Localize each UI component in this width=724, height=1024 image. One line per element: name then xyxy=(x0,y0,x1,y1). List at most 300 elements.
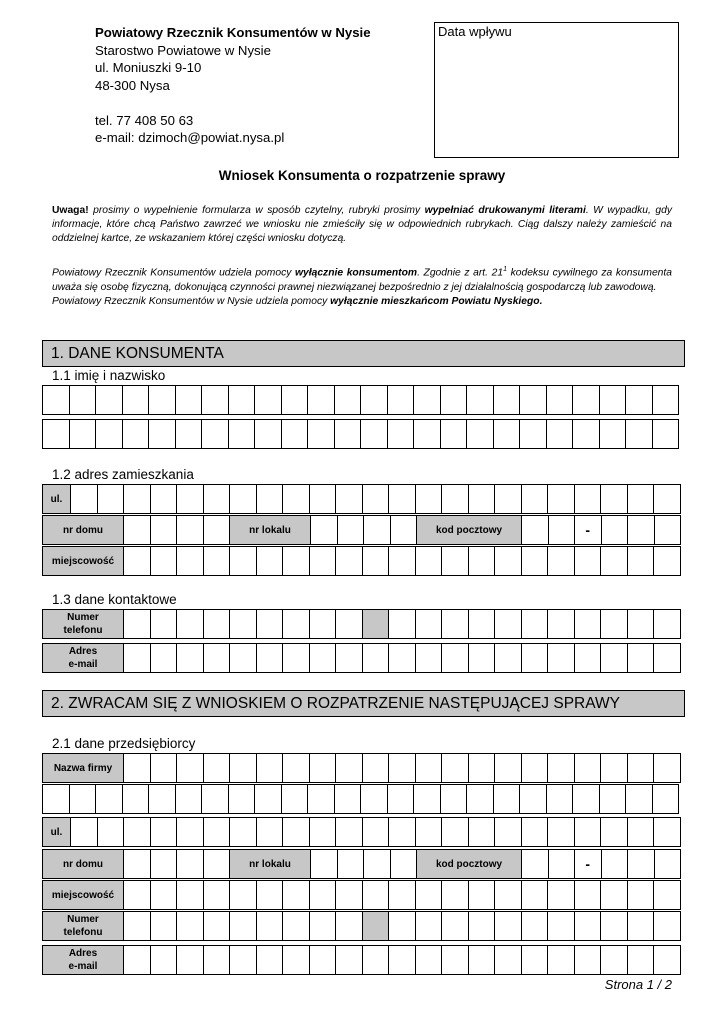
letter-box[interactable] xyxy=(414,386,441,414)
company-phone-row[interactable] xyxy=(42,911,681,941)
letter-box[interactable] xyxy=(151,850,178,878)
letter-box[interactable] xyxy=(283,547,310,575)
letter-box[interactable] xyxy=(441,785,468,813)
letter-box[interactable] xyxy=(149,785,176,813)
letter-box[interactable] xyxy=(43,785,70,813)
letter-box[interactable] xyxy=(283,912,310,940)
letter-box[interactable] xyxy=(469,547,496,575)
letter-box[interactable] xyxy=(257,946,284,974)
letter-box[interactable] xyxy=(230,485,257,513)
letter-box[interactable] xyxy=(495,547,522,575)
letter-box[interactable] xyxy=(43,386,70,414)
letter-box[interactable] xyxy=(283,610,310,638)
letter-box[interactable] xyxy=(442,912,469,940)
letter-box[interactable] xyxy=(653,420,680,448)
letter-box[interactable] xyxy=(336,610,363,638)
letter-box[interactable] xyxy=(575,485,602,513)
letter-box[interactable] xyxy=(522,881,549,909)
letter-box[interactable] xyxy=(495,610,522,638)
letter-box[interactable] xyxy=(520,785,547,813)
letter-box[interactable] xyxy=(416,644,443,672)
letter-box[interactable] xyxy=(628,818,655,846)
letter-box[interactable] xyxy=(628,754,655,782)
letter-box[interactable] xyxy=(282,386,309,414)
letter-box[interactable] xyxy=(361,420,388,448)
letter-box[interactable] xyxy=(230,946,257,974)
letter-box[interactable] xyxy=(548,818,575,846)
letter-box[interactable] xyxy=(573,785,600,813)
letter-box[interactable] xyxy=(628,912,655,940)
letter-box[interactable] xyxy=(70,386,97,414)
letter-box[interactable] xyxy=(628,610,655,638)
letter-box[interactable] xyxy=(151,610,178,638)
letter-box[interactable] xyxy=(177,485,204,513)
letter-box[interactable] xyxy=(96,785,123,813)
letter-box[interactable] xyxy=(177,547,204,575)
letter-box[interactable] xyxy=(336,912,363,940)
letter-box[interactable] xyxy=(96,386,123,414)
letter-box[interactable] xyxy=(363,818,390,846)
letter-box[interactable] xyxy=(654,610,681,638)
letter-box[interactable] xyxy=(151,946,178,974)
name-row-2[interactable] xyxy=(42,419,679,449)
letter-box[interactable] xyxy=(495,644,522,672)
letter-box[interactable] xyxy=(575,881,602,909)
letter-box[interactable] xyxy=(495,946,522,974)
letter-box[interactable] xyxy=(229,420,256,448)
letter-box[interactable] xyxy=(336,946,363,974)
letter-box[interactable] xyxy=(177,881,204,909)
letter-box[interactable] xyxy=(442,644,469,672)
letter-box[interactable] xyxy=(308,420,335,448)
letter-box[interactable] xyxy=(230,644,257,672)
letter-box[interactable] xyxy=(548,881,575,909)
letter-box[interactable] xyxy=(363,912,390,940)
letter-box[interactable] xyxy=(469,818,496,846)
letter-box[interactable] xyxy=(151,881,178,909)
letter-box[interactable] xyxy=(363,754,390,782)
letter-box[interactable] xyxy=(469,754,496,782)
letter-box[interactable] xyxy=(416,946,443,974)
letter-box[interactable] xyxy=(416,485,443,513)
letter-box[interactable] xyxy=(469,644,496,672)
letter-box[interactable] xyxy=(204,516,231,544)
letter-box[interactable] xyxy=(43,420,70,448)
letter-box[interactable] xyxy=(414,785,441,813)
letter-box[interactable] xyxy=(230,818,257,846)
letter-box[interactable] xyxy=(442,610,469,638)
letter-box[interactable] xyxy=(548,547,575,575)
letter-box[interactable] xyxy=(230,610,257,638)
letter-box[interactable] xyxy=(549,516,576,544)
letter-box[interactable] xyxy=(151,644,178,672)
letter-box[interactable] xyxy=(626,785,653,813)
letter-box[interactable] xyxy=(204,644,231,672)
letter-box[interactable] xyxy=(575,644,602,672)
letter-box[interactable] xyxy=(151,516,178,544)
letter-box[interactable] xyxy=(416,818,443,846)
letter-box[interactable] xyxy=(310,610,337,638)
letter-box[interactable] xyxy=(654,946,681,974)
letter-box[interactable] xyxy=(469,946,496,974)
letter-box[interactable] xyxy=(336,754,363,782)
letter-box[interactable] xyxy=(654,547,681,575)
letter-box[interactable] xyxy=(336,818,363,846)
letter-box[interactable] xyxy=(520,386,547,414)
letter-box[interactable] xyxy=(338,516,365,544)
letter-box[interactable] xyxy=(361,785,388,813)
letter-box[interactable] xyxy=(363,946,390,974)
letter-box[interactable] xyxy=(547,785,574,813)
letter-box[interactable] xyxy=(176,386,203,414)
letter-box[interactable] xyxy=(151,912,178,940)
letter-box[interactable] xyxy=(257,881,284,909)
letter-box[interactable] xyxy=(573,386,600,414)
letter-box[interactable] xyxy=(230,754,257,782)
city-row[interactable] xyxy=(42,546,681,576)
letter-box[interactable] xyxy=(202,386,229,414)
letter-box[interactable] xyxy=(123,386,150,414)
letter-box[interactable] xyxy=(469,610,496,638)
letter-box[interactable] xyxy=(600,386,627,414)
letter-box[interactable] xyxy=(654,644,681,672)
letter-box[interactable] xyxy=(124,881,151,909)
letter-box[interactable] xyxy=(177,912,204,940)
letter-box[interactable] xyxy=(414,420,441,448)
letter-box[interactable] xyxy=(416,881,443,909)
letter-box[interactable] xyxy=(255,386,282,414)
letter-box[interactable] xyxy=(495,485,522,513)
letter-box[interactable] xyxy=(176,785,203,813)
letter-box[interactable] xyxy=(655,516,682,544)
letter-box[interactable] xyxy=(257,754,284,782)
letter-box[interactable] xyxy=(389,818,416,846)
letter-box[interactable] xyxy=(336,644,363,672)
letter-box[interactable] xyxy=(255,420,282,448)
letter-box[interactable] xyxy=(364,850,391,878)
letter-box[interactable] xyxy=(654,881,681,909)
letter-box[interactable] xyxy=(626,386,653,414)
letter-box[interactable] xyxy=(547,420,574,448)
letter-box[interactable] xyxy=(388,785,415,813)
letter-box[interactable] xyxy=(655,850,682,878)
letter-box[interactable] xyxy=(601,881,628,909)
letter-box[interactable] xyxy=(124,610,151,638)
letter-box[interactable] xyxy=(204,850,231,878)
letter-box[interactable] xyxy=(469,485,496,513)
letter-box[interactable] xyxy=(654,485,681,513)
letter-box[interactable] xyxy=(522,644,549,672)
letter-box[interactable] xyxy=(495,818,522,846)
letter-box[interactable] xyxy=(177,946,204,974)
letter-box[interactable] xyxy=(283,754,310,782)
letter-box[interactable] xyxy=(310,818,337,846)
letter-box[interactable] xyxy=(177,818,204,846)
name-row-1[interactable] xyxy=(42,385,679,415)
letter-box[interactable] xyxy=(601,547,628,575)
letter-box[interactable] xyxy=(602,850,629,878)
letter-box[interactable] xyxy=(204,547,231,575)
letter-box[interactable] xyxy=(600,420,627,448)
letter-box[interactable] xyxy=(204,912,231,940)
letter-box[interactable] xyxy=(71,485,98,513)
letter-box[interactable] xyxy=(257,818,284,846)
letter-box[interactable] xyxy=(522,485,549,513)
letter-box[interactable] xyxy=(282,420,309,448)
letter-box[interactable] xyxy=(654,754,681,782)
letter-box[interactable] xyxy=(442,881,469,909)
letter-box[interactable] xyxy=(335,386,362,414)
letter-box[interactable] xyxy=(363,881,390,909)
letter-box[interactable] xyxy=(494,785,521,813)
letter-box[interactable] xyxy=(388,420,415,448)
letter-box[interactable] xyxy=(283,818,310,846)
letter-box[interactable] xyxy=(310,946,337,974)
letter-box[interactable] xyxy=(124,946,151,974)
letter-box[interactable] xyxy=(628,547,655,575)
letter-box[interactable] xyxy=(230,912,257,940)
letter-box[interactable] xyxy=(628,516,655,544)
letter-box[interactable] xyxy=(575,818,602,846)
letter-box[interactable] xyxy=(257,547,284,575)
letter-box[interactable] xyxy=(653,386,680,414)
letter-box[interactable] xyxy=(204,485,231,513)
phone-row[interactable] xyxy=(42,609,681,639)
house-number-row[interactable] xyxy=(42,515,681,545)
letter-box[interactable] xyxy=(416,912,443,940)
letter-box[interactable] xyxy=(522,850,549,878)
letter-box[interactable] xyxy=(467,386,494,414)
company-house-number-row[interactable] xyxy=(42,849,681,879)
letter-box[interactable] xyxy=(311,850,338,878)
letter-box[interactable] xyxy=(522,754,549,782)
letter-box[interactable] xyxy=(363,547,390,575)
letter-box[interactable] xyxy=(124,850,151,878)
letter-box[interactable] xyxy=(255,785,282,813)
letter-box[interactable] xyxy=(124,547,151,575)
letter-box[interactable] xyxy=(441,420,468,448)
letter-box[interactable] xyxy=(202,785,229,813)
letter-box[interactable] xyxy=(308,785,335,813)
letter-box[interactable] xyxy=(149,420,176,448)
letter-box[interactable] xyxy=(547,386,574,414)
letter-box[interactable] xyxy=(548,610,575,638)
letter-box[interactable] xyxy=(548,485,575,513)
letter-box[interactable] xyxy=(124,516,151,544)
letter-box[interactable] xyxy=(151,485,178,513)
letter-box[interactable] xyxy=(229,386,256,414)
letter-box[interactable] xyxy=(204,754,231,782)
street-row[interactable] xyxy=(42,484,681,514)
letter-box[interactable] xyxy=(416,610,443,638)
letter-box[interactable] xyxy=(522,912,549,940)
letter-box[interactable] xyxy=(548,946,575,974)
letter-box[interactable] xyxy=(389,912,416,940)
letter-box[interactable] xyxy=(601,818,628,846)
letter-box[interactable] xyxy=(522,547,549,575)
letter-box[interactable] xyxy=(600,785,627,813)
letter-box[interactable] xyxy=(391,516,418,544)
letter-box[interactable] xyxy=(522,516,549,544)
letter-box[interactable] xyxy=(628,881,655,909)
company-name-row[interactable] xyxy=(42,753,681,783)
letter-box[interactable] xyxy=(442,485,469,513)
letter-box[interactable] xyxy=(204,610,231,638)
letter-box[interactable] xyxy=(283,946,310,974)
letter-box[interactable] xyxy=(257,610,284,638)
letter-box[interactable] xyxy=(601,644,628,672)
letter-box[interactable] xyxy=(364,516,391,544)
letter-box[interactable] xyxy=(548,912,575,940)
letter-box[interactable] xyxy=(549,850,576,878)
email-row[interactable] xyxy=(42,643,681,673)
letter-box[interactable] xyxy=(230,547,257,575)
letter-box[interactable] xyxy=(96,420,123,448)
letter-box[interactable] xyxy=(467,420,494,448)
letter-box[interactable] xyxy=(149,386,176,414)
letter-box[interactable] xyxy=(467,785,494,813)
letter-box[interactable] xyxy=(416,547,443,575)
letter-box[interactable] xyxy=(469,881,496,909)
letter-box[interactable] xyxy=(310,912,337,940)
letter-box[interactable] xyxy=(575,610,602,638)
letter-box[interactable] xyxy=(494,386,521,414)
letter-box[interactable] xyxy=(575,946,602,974)
letter-box[interactable] xyxy=(177,610,204,638)
letter-box[interactable] xyxy=(308,386,335,414)
letter-box[interactable] xyxy=(575,912,602,940)
letter-box[interactable] xyxy=(628,485,655,513)
letter-box[interactable] xyxy=(363,485,390,513)
letter-box[interactable] xyxy=(548,754,575,782)
letter-box[interactable] xyxy=(310,881,337,909)
letter-box[interactable] xyxy=(123,420,150,448)
letter-box[interactable] xyxy=(177,516,204,544)
letter-box[interactable] xyxy=(442,818,469,846)
letter-box[interactable] xyxy=(442,754,469,782)
letter-box[interactable] xyxy=(151,754,178,782)
letter-box[interactable] xyxy=(628,644,655,672)
letter-box[interactable] xyxy=(335,785,362,813)
company-city-row[interactable] xyxy=(42,880,681,910)
letter-box[interactable] xyxy=(204,818,231,846)
letter-box[interactable] xyxy=(335,420,362,448)
letter-box[interactable] xyxy=(177,644,204,672)
letter-box[interactable] xyxy=(573,420,600,448)
letter-box[interactable] xyxy=(311,516,338,544)
letter-box[interactable] xyxy=(98,818,125,846)
letter-box[interactable] xyxy=(388,386,415,414)
letter-box[interactable] xyxy=(389,610,416,638)
letter-box[interactable] xyxy=(283,485,310,513)
letter-box[interactable] xyxy=(601,912,628,940)
letter-box[interactable] xyxy=(70,420,97,448)
letter-box[interactable] xyxy=(230,881,257,909)
letter-box[interactable] xyxy=(71,818,98,846)
letter-box[interactable] xyxy=(283,644,310,672)
letter-box[interactable] xyxy=(601,485,628,513)
letter-box[interactable] xyxy=(495,912,522,940)
letter-box[interactable] xyxy=(389,881,416,909)
letter-box[interactable] xyxy=(336,485,363,513)
letter-box[interactable] xyxy=(336,547,363,575)
letter-box[interactable] xyxy=(601,754,628,782)
company-street-row[interactable] xyxy=(42,817,681,847)
letter-box[interactable] xyxy=(204,946,231,974)
letter-box[interactable] xyxy=(628,946,655,974)
letter-box[interactable] xyxy=(151,547,178,575)
date-received-box[interactable] xyxy=(434,22,679,158)
letter-box[interactable] xyxy=(601,610,628,638)
letter-box[interactable] xyxy=(626,420,653,448)
letter-box[interactable] xyxy=(310,485,337,513)
letter-box[interactable] xyxy=(310,547,337,575)
letter-box[interactable] xyxy=(654,912,681,940)
letter-box[interactable] xyxy=(124,912,151,940)
letter-box[interactable] xyxy=(124,644,151,672)
letter-box[interactable] xyxy=(441,386,468,414)
letter-box[interactable] xyxy=(363,644,390,672)
letter-box[interactable] xyxy=(548,644,575,672)
company-name-row-2[interactable] xyxy=(42,784,679,814)
letter-box[interactable] xyxy=(124,485,151,513)
letter-box[interactable] xyxy=(389,754,416,782)
letter-box[interactable] xyxy=(257,644,284,672)
letter-box[interactable] xyxy=(442,547,469,575)
letter-box[interactable] xyxy=(229,785,256,813)
letter-box[interactable] xyxy=(575,547,602,575)
letter-box[interactable] xyxy=(601,946,628,974)
letter-box[interactable] xyxy=(442,946,469,974)
letter-box[interactable] xyxy=(338,850,365,878)
letter-box[interactable] xyxy=(389,485,416,513)
letter-box[interactable] xyxy=(389,547,416,575)
letter-box[interactable] xyxy=(282,785,309,813)
letter-box[interactable] xyxy=(310,754,337,782)
letter-box[interactable] xyxy=(495,881,522,909)
letter-box[interactable] xyxy=(389,946,416,974)
letter-box[interactable] xyxy=(522,946,549,974)
letter-box[interactable] xyxy=(283,881,310,909)
letter-box[interactable] xyxy=(204,881,231,909)
letter-box[interactable] xyxy=(123,785,150,813)
letter-box[interactable] xyxy=(469,912,496,940)
letter-box[interactable] xyxy=(177,754,204,782)
letter-box[interactable] xyxy=(336,881,363,909)
letter-box[interactable] xyxy=(628,850,655,878)
letter-box[interactable] xyxy=(389,644,416,672)
letter-box[interactable] xyxy=(522,610,549,638)
letter-box[interactable] xyxy=(310,644,337,672)
letter-box[interactable] xyxy=(520,420,547,448)
letter-box[interactable] xyxy=(177,850,204,878)
letter-box[interactable] xyxy=(575,754,602,782)
letter-box[interactable] xyxy=(202,420,229,448)
letter-box[interactable] xyxy=(98,485,125,513)
letter-box[interactable] xyxy=(151,818,178,846)
letter-box[interactable] xyxy=(416,754,443,782)
letter-box[interactable] xyxy=(176,420,203,448)
letter-box[interactable] xyxy=(257,485,284,513)
letter-box[interactable] xyxy=(654,818,681,846)
letter-box[interactable] xyxy=(257,912,284,940)
letter-box[interactable] xyxy=(653,785,680,813)
company-email-row[interactable] xyxy=(42,945,681,975)
letter-box[interactable] xyxy=(363,610,390,638)
letter-box[interactable] xyxy=(391,850,418,878)
letter-box[interactable] xyxy=(494,420,521,448)
letter-box[interactable] xyxy=(124,818,151,846)
